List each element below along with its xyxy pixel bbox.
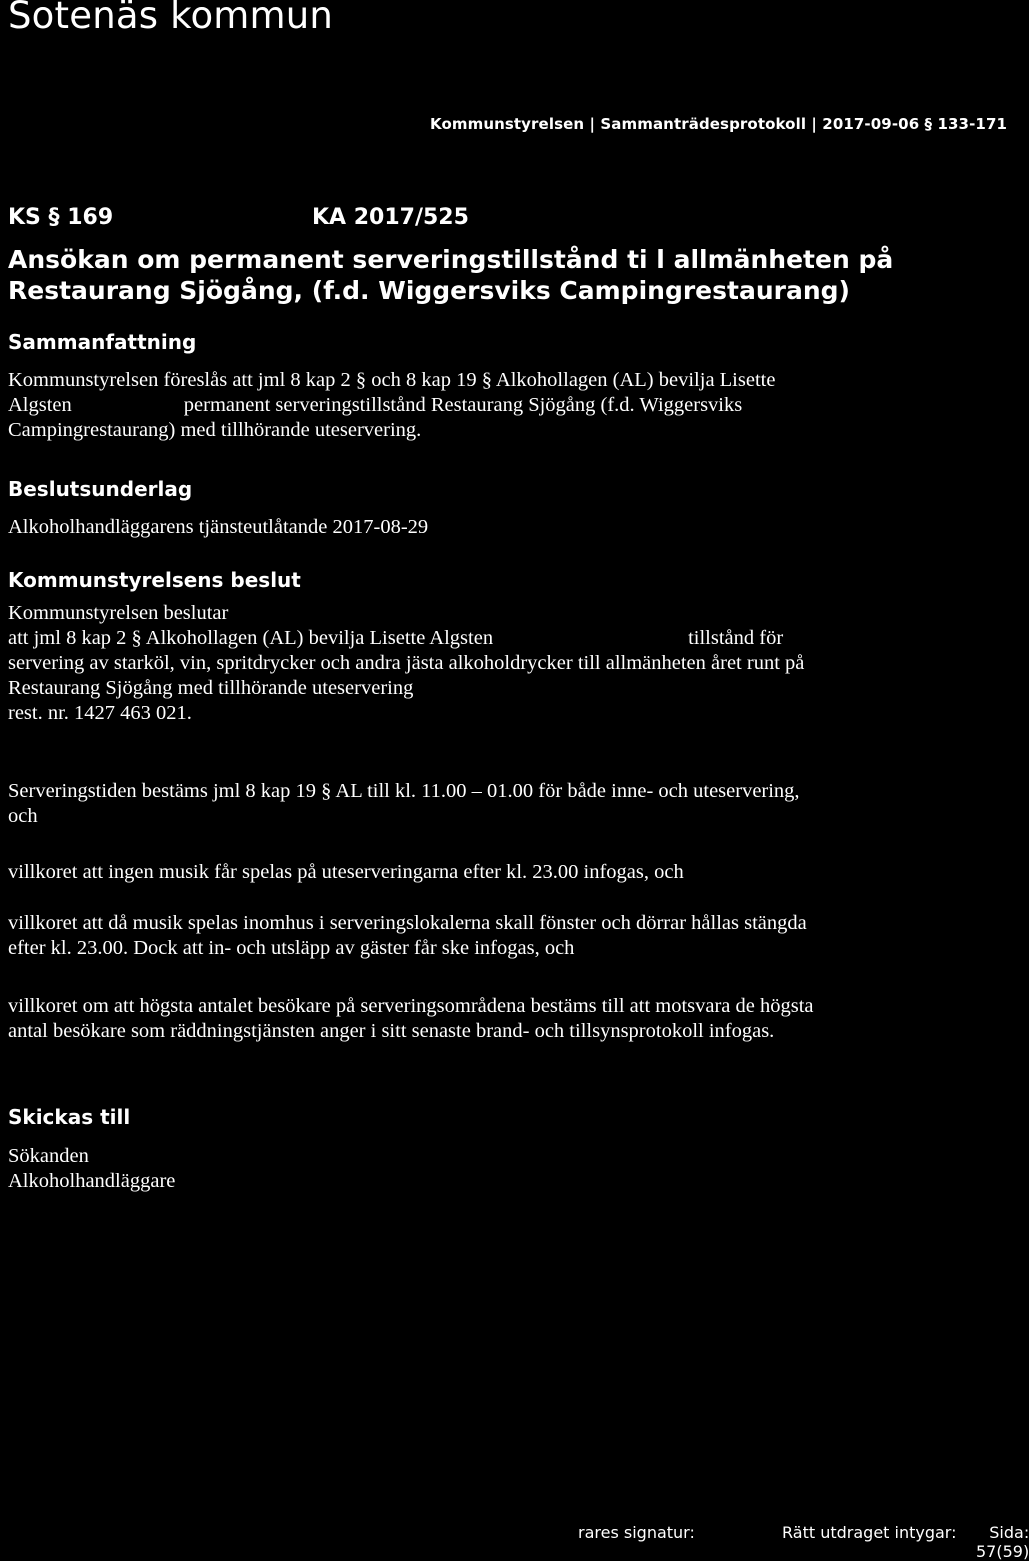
summary-heading: Sammanfattning (8, 330, 197, 354)
decision-line: servering av starköl, vin, spritdrycker och andra jästa alkoholdrycker till allmänheten året runt på (8, 652, 805, 674)
decision-line: Restaurang Sjögång med tillhörande uteservering (8, 677, 414, 699)
paragraph-line: Serveringstiden bestäms jml 8 kap 19 § AL till kl. 11.00 – 01.00 för både inne- och uteservering, (8, 780, 800, 802)
basis-heading: Beslutsunderlag (8, 477, 193, 501)
send-to-item: Alkoholhandläggare (8, 1170, 176, 1192)
serving-time-paragraph (8, 779, 800, 829)
decision-line: Kommunstyrelsen beslutar (8, 602, 229, 624)
paragraph-line: antal besökare som räddningstjänsten anger i sitt senaste brand- och tillsynsprotokoll infogas. (8, 1020, 775, 1042)
send-to-item: Sökanden (8, 1145, 89, 1167)
protocol-header: Kommunstyrelsen | Sammanträdesprotokoll | 2017-09-06 § 133-171 (430, 115, 1008, 133)
page-number: 57(59) (976, 1542, 1029, 1561)
summary-line: Campingrestaurang) med tillhörande uteservering. (8, 419, 422, 441)
decision-text (8, 601, 804, 726)
footer-page (976, 1523, 1029, 1561)
send-to-heading: Skickas till (8, 1105, 131, 1129)
case-title-line: Ansökan om permanent serveringstillstånd ti l allmänheten på (8, 245, 894, 274)
visitors-condition-paragraph (8, 994, 814, 1044)
summary-text (8, 368, 775, 443)
decision-line (8, 626, 804, 651)
case-title-line: Restaurang Sjögång, (f.d. Wiggersviks Campingrestaurang) (8, 276, 850, 305)
paragraph-line: villkoret om att högsta antalet besökare på serveringsområdena bestäms till att motsvara de högsta (8, 995, 814, 1017)
summary-line-part: Algsten (8, 394, 72, 416)
summary-line (8, 393, 775, 418)
case-title (8, 244, 893, 306)
summary-line-part: permanent serveringstillstånd Restaurang Sjögång (f.d. Wiggersviks (183, 394, 743, 416)
music-condition-paragraph: villkoret att ingen musik får spelas på uteserveringarna efter kl. 23.00 infogas, och (8, 861, 684, 883)
page-label: Sida: (989, 1523, 1029, 1542)
doors-condition-paragraph (8, 911, 807, 961)
footer-signature-label: rares signatur: (578, 1523, 695, 1542)
footer-certify-label: Rätt utdraget intygar: (782, 1523, 957, 1542)
summary-line: Kommunstyrelsen föreslås att jml 8 kap 2 § och 8 kap 19 § Alkohollagen (AL) bevilja Lisette (8, 369, 776, 391)
paragraph-line: villkoret att då musik spelas inomhus i serveringslokalerna skall fönster och dörrar hållas stängda (8, 912, 807, 934)
paragraph-line: och (8, 805, 38, 827)
decision-heading: Kommunstyrelsens beslut (8, 568, 301, 592)
decision-line-part: att jml 8 kap 2 § Alkohollagen (AL) bevilja Lisette Algsten (8, 627, 494, 649)
case-number: KS § 169 (8, 205, 114, 230)
basis-text: Alkoholhandläggarens tjänsteutlåtande 2017-08-29 (8, 516, 429, 538)
case-reference: KA 2017/525 (312, 205, 469, 230)
send-to-list (8, 1144, 175, 1194)
organization-name: Sotenäs kommun (8, 0, 334, 37)
decision-line-part: tillstånd för (688, 627, 784, 649)
paragraph-line: efter kl. 23.00. Dock att in- och utsläpp av gäster får ske infogas, och (8, 937, 575, 959)
decision-line: rest. nr. 1427 463 021. (8, 702, 192, 724)
